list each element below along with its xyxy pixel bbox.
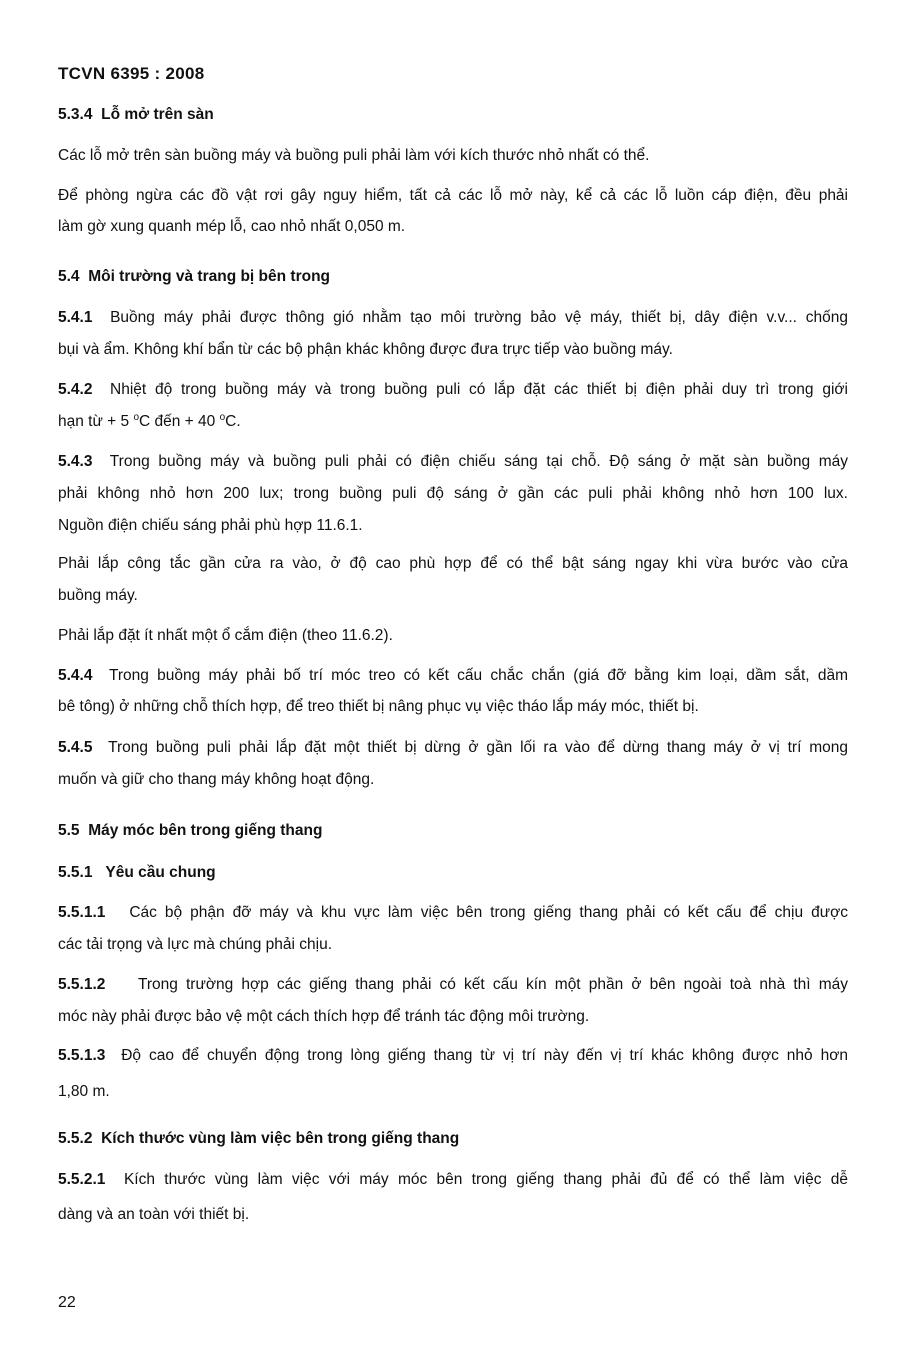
- clause-number: 5.5.1.2: [58, 976, 106, 993]
- paragraph-line: [58, 1046, 848, 1066]
- section-title: Môi trường và trang bị bên trong: [88, 268, 331, 285]
- clause-text: Nhiệt độ trong buồng máy và trong buồng puli có lắp đặt các thiết bị điện phải duy trì trong giới: [110, 381, 848, 398]
- paragraph-line: [58, 380, 848, 400]
- degree-sup: o: [133, 411, 140, 423]
- clause-text: Kích thước vùng làm việc với máy móc bên trong giếng thang phải đủ để có thể làm việc dễ: [123, 1171, 848, 1188]
- section-number: 5.5.2: [58, 1130, 93, 1147]
- clause-text: Các bộ phận đỡ máy và khu vực làm việc bên trong giếng thang phải có kết cấu để chịu được: [129, 904, 848, 921]
- clause-text: Trong trường hợp các giếng thang phải có kết cấu kín một phần ở bên ngoài toà nhà thì máy: [137, 976, 849, 993]
- clause-number: 5.5.1.3: [58, 1047, 106, 1064]
- text-run: hạn từ + 5: [58, 413, 134, 430]
- clause-text: Buồng máy phải được thông gió nhằm tạo môi trường bảo vệ máy, thiết bị, dây điện v.v... chống: [110, 309, 848, 326]
- paragraph-line: Nguồn điện chiếu sáng phải phù hợp 11.6.1.: [58, 517, 363, 534]
- text-run: C đến + 40: [139, 413, 220, 430]
- paragraph-line: [58, 738, 848, 758]
- paragraph-line: các tải trọng và lực mà chúng phải chịu.: [58, 936, 333, 953]
- paragraph-line: 1,80 m.: [58, 1083, 110, 1100]
- document-header: TCVN 6395 : 2008: [58, 64, 205, 83]
- paragraph-line: dàng và an toàn với thiết bị.: [58, 1206, 250, 1223]
- paragraph-line: buồng máy.: [58, 587, 138, 604]
- section-heading-5-5-2: [58, 1129, 848, 1149]
- text-run: C.: [225, 413, 241, 430]
- section-heading-5-4: [58, 267, 848, 287]
- clause-number: 5.4.1: [58, 309, 93, 326]
- clause-text: Trong buồng máy phải bố trí móc treo có kết cấu chắc chắn (giá đỡ bằng kim loại, dầm sắt, dầm: [109, 667, 848, 684]
- degree-sup: o: [219, 411, 226, 423]
- clause-number: 5.4.3: [58, 453, 93, 470]
- paragraph-line: Phải lắp công tắc gần cửa ra vào, ở độ cao phù hợp để có thể bật sáng ngay khi vừa bước vào cửa: [58, 555, 848, 572]
- paragraph-line: [58, 452, 848, 472]
- clause-number: 5.5.2.1: [58, 1171, 106, 1188]
- clause-number: 5.4.4: [58, 667, 93, 684]
- section-heading-5-3-4: [58, 105, 848, 125]
- paragraph-line: Các lỗ mở trên sàn buồng máy và buồng puli phải làm với kích thước nhỏ nhất có thể.: [58, 147, 650, 164]
- paragraph-line: muốn và giữ cho thang máy không hoạt động.: [58, 771, 375, 788]
- clause-text: Độ cao để chuyển động trong lòng giếng thang từ vị trí này đến vị trí khác không được nhỏ hơn: [121, 1047, 848, 1064]
- section-title: Kích thước vùng làm việc bên trong giếng thang: [101, 1130, 460, 1147]
- section-title: Yêu cầu chung: [105, 864, 216, 881]
- section-number: 5.4: [58, 268, 80, 285]
- section-title: Máy móc bên trong giếng thang: [88, 822, 323, 839]
- paragraph-line: bê tông) ở những chỗ thích hợp, để treo thiết bị nâng phục vụ việc tháo lắp máy móc, thiết bị.: [58, 698, 699, 715]
- paragraph-line: Để phòng ngừa các đồ vật rơi gây nguy hiểm, tất cả các lỗ mở này, kể cả các lỗ luồn cáp điện, đều phải: [58, 187, 848, 204]
- paragraph-line: Phải lắp đặt ít nhất một ổ cắm điện (theo 11.6.2).: [58, 627, 393, 644]
- section-number: 5.5: [58, 822, 80, 839]
- section-heading-5-5-1: [58, 863, 848, 883]
- section-number: 5.3.4: [58, 106, 93, 123]
- page-number: 22: [58, 1294, 76, 1311]
- clause-number: 5.4.5: [58, 739, 93, 756]
- paragraph-line: [58, 308, 848, 328]
- paragraph-line: phải không nhỏ hơn 200 lux; trong buồng puli độ sáng ở gần các puli phải không nhỏ hơn 100 lux.: [58, 485, 848, 502]
- paragraph-line: bụi và ẩm. Không khí bẩn từ các bộ phận khác không được đưa trực tiếp vào buồng máy.: [58, 341, 673, 358]
- clause-number: 5.5.1.1: [58, 904, 106, 921]
- section-heading-5-5: [58, 821, 848, 841]
- clause-text: Trong buồng puli phải lắp đặt một thiết bị dừng ở gần lối ra vào để dừng thang máy ở vị trí mong: [108, 739, 848, 756]
- clause-number: 5.4.2: [58, 381, 93, 398]
- paragraph-line: móc này phải được bảo vệ một cách thích hợp để tránh tác động môi trường.: [58, 1008, 590, 1025]
- section-title: Lỗ mở trên sàn: [101, 106, 214, 123]
- paragraph-line: [58, 903, 848, 923]
- paragraph-line: [58, 666, 848, 686]
- paragraph-line: [58, 412, 848, 432]
- paragraph-line: [58, 975, 848, 995]
- section-number: 5.5.1: [58, 864, 93, 881]
- paragraph-line: làm gờ xung quanh mép lỗ, cao nhỏ nhất 0,050 m.: [58, 218, 406, 235]
- paragraph-line: [58, 1170, 848, 1190]
- clause-text: Trong buồng máy và buồng puli phải có điện chiếu sáng tại chỗ. Độ sáng ở mặt sàn buồng máy: [109, 453, 848, 470]
